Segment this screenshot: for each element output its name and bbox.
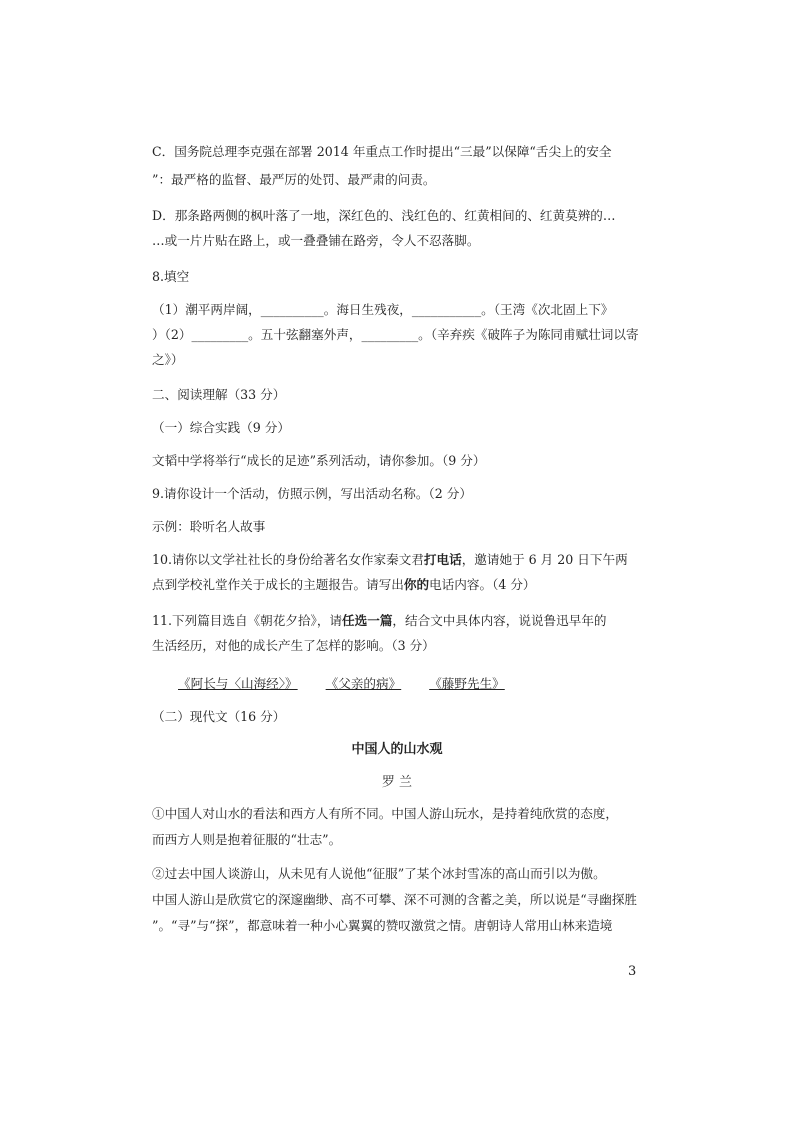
question-11-line2: 生活经历，对他的成长产生了怎样的影响。（3 分） xyxy=(152,638,435,653)
activity-intro: 文韬中学将举行“成长的足迹”系列活动，请你参加。（9 分） xyxy=(152,453,486,468)
question-9-example: 示例：聆听名人故事 xyxy=(152,519,266,534)
article-p2-line3: ”。“寻”与“探”，都意味着一种小心翼翼的赞叹激赏之情。唐朝诗人常用山林来造境 xyxy=(152,918,613,933)
option-c-line2: ”：最严格的监督、最严厉的处罚、最严肃的问责。 xyxy=(152,172,436,187)
part-1-title: （一）综合实践（9 分） xyxy=(152,420,290,435)
question-9: 9.请你设计一个活动，仿照示例，写出活动名称。（2 分） xyxy=(152,486,472,501)
q11-bold-choose: 任选一篇 xyxy=(342,613,393,628)
article-p2-line1: ②过去中国人谈游山，从未见有人说他“征服”了某个冰封雪冻的高山而引以为傲。 xyxy=(152,866,606,881)
q11-option-3: 《藤野先生》 xyxy=(429,676,505,691)
question-10-line2 xyxy=(152,577,536,593)
q10-bold-yours: 你的 xyxy=(403,577,430,592)
part-2-title: （二）现代文（16 分） xyxy=(152,709,286,724)
section-2-title: 二、阅读理解（33 分） xyxy=(152,387,286,402)
option-c-line1: C．国务院总理李克强在部署 2014 年重点工作时提出“三最”以保障“舌尖上的安全 xyxy=(152,144,612,159)
question-10-line1 xyxy=(152,552,628,568)
option-d-line2: …或一片片贴在路上，或一叠叠铺在路旁，令人不忍落脚。 xyxy=(152,233,480,248)
option-d-line1: D．那条路两侧的枫叶落了一地，深红色的、浅红色的、红黄相间的、红黄莫辨的… xyxy=(152,208,616,223)
question-8-line1: （1）潮平两岸阔，__________。海日生残夜，___________。（王湾《次北固上下》 xyxy=(152,302,614,317)
q10-text-c: 点到学校礼堂作关于成长的主题报告。请写出 xyxy=(152,577,404,592)
q10-text-b: ，邀请她于 6 月 20 日下午两 xyxy=(461,552,628,567)
question-8-line2: ）（2）_________。五十弦翻塞外声，_________。（辛弃疾《破阵子为陈同甫赋壮词以寄 xyxy=(152,327,639,342)
q11-text-b: ，结合文中具体内容，说说鲁迅早年的 xyxy=(392,613,607,628)
article-p1-line2: 而西方人则是抱着征服的“壮志”。 xyxy=(152,832,342,847)
q11-option-2: 《父亲的病》 xyxy=(325,676,402,691)
q11-option-1: 《阿长与〈山海经〉》 xyxy=(178,676,298,691)
question-8-line3: 之》） xyxy=(152,352,184,367)
question-8-title: 8.填空 xyxy=(152,269,190,284)
article-p1-line1: ①中国人对山水的看法和西方人有所不同。中国人游山玩水，是持着纯欣赏的态度， xyxy=(152,806,618,821)
article-title: 中国人的山水观 xyxy=(351,742,443,757)
q10-text-d: 电话内容。（4 分） xyxy=(429,577,536,592)
question-11-line1 xyxy=(152,613,607,629)
q11-text-a: 11.下列篇目选自《朝花夕拾》，请 xyxy=(152,613,343,628)
article-p2-line2: 中国人游山是欣赏它的深邃幽缈、高不可攀、深不可测的含蓄之美，所以说是“寻幽探胜 xyxy=(152,892,638,907)
q10-text-a: 10.请你以文学社社长的身份给著名女作家秦文君 xyxy=(152,552,424,567)
article-author: 罗 兰 xyxy=(381,775,413,790)
q11-options xyxy=(178,676,505,692)
q10-bold-call: 打电话 xyxy=(423,552,462,567)
page-number: 3 xyxy=(628,964,637,979)
